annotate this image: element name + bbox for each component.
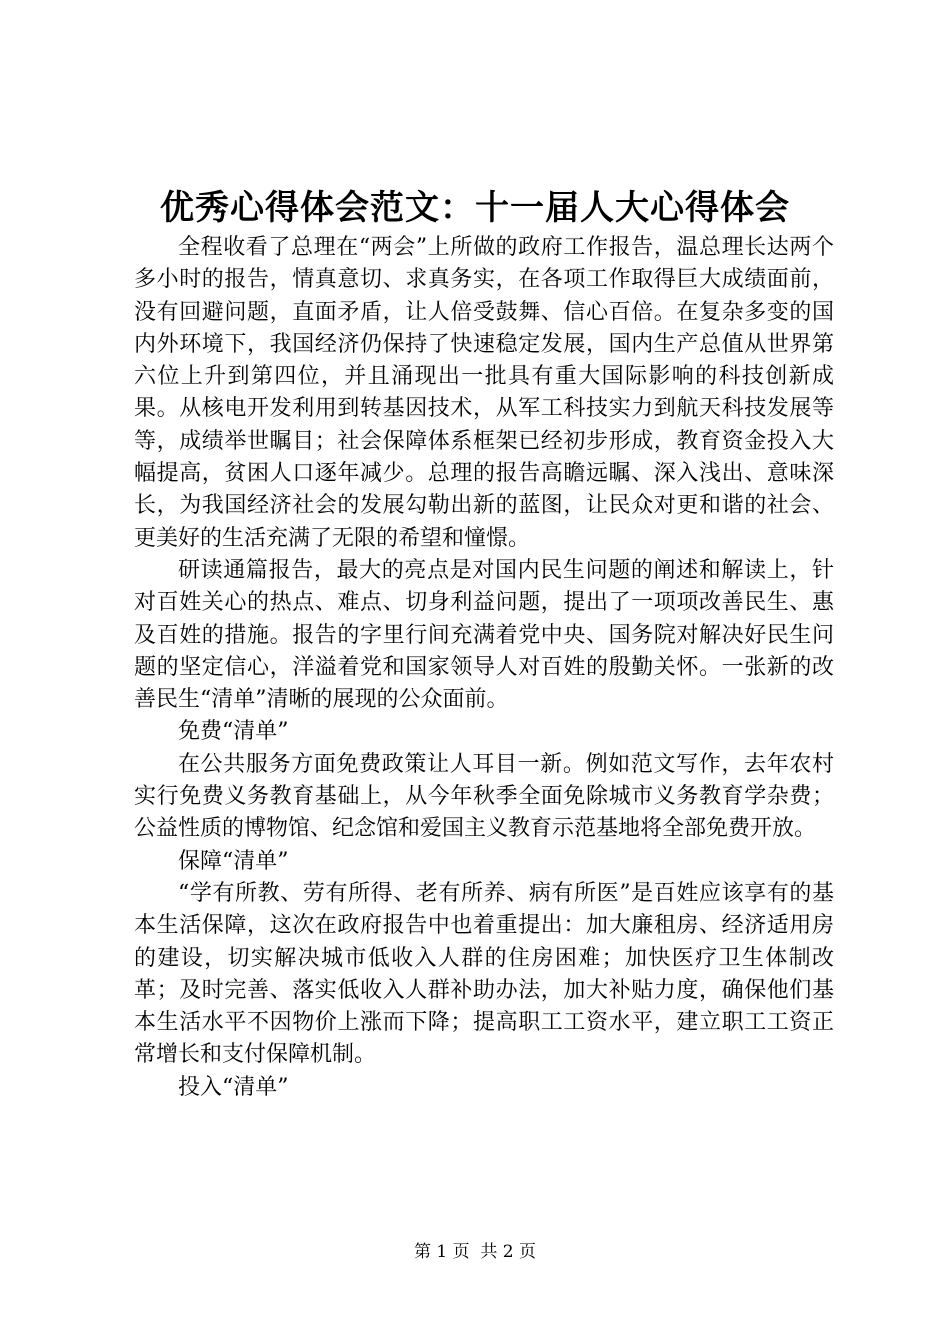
document-body xyxy=(134,232,834,1104)
page-number: 第 1 页 共 2 页 xyxy=(413,1242,537,1262)
section-heading: 免费“清单” xyxy=(178,719,289,745)
paragraph: “学有所教、劳有所得、老有所养、病有所医”是百姓应该享有的基本生活保障，这次在政府报告中也着重提出：加大廉租房、经济适用房的建设，切实解决城市低收入人群的住房困难；加快医疗卫生体制改革；及时完善、落实低收入人群补助办法，加大补贴力度，确保他们基本生活水平不因物价上涨而下降；提高职工工资水平，建立职工工资正常增长和支付保障机制。 xyxy=(134,880,834,1068)
section-heading: 保障“清单” xyxy=(178,848,289,874)
paragraph: 在公共服务方面免费政策让人耳目一新。例如范文写作，去年农村实行免费义务教育基础上，从今年秋季全面免除城市义务教育学杂费；公益性质的博物馆、纪念馆和爱国主义教育示范基地将全部免费开放。 xyxy=(134,751,834,842)
paragraph: 全程收看了总理在“两会”上所做的政府工作报告，温总理长达两个多小时的报告，情真意切、求真务实，在各项工作取得巨大成绩面前，没有回避问题，直面矛盾，让人倍受鼓舞、信心百倍。在复杂多变的国内外环境下，我国经济仍保持了快速稳定发展，国内生产总值从世界第六位上升到第四位，并且涌现出一批具有重大国际影响的科技创新成果。从核电开发利用到转基因技术，从军工科技实力到航天科技发展等等，成绩举世瞩目；社会保障体系框架已经初步形成，教育资金投入大幅提高，贫困人口逐年减少。总理的报告高瞻远瞩、深入浅出、意味深长，为我国经济社会的发展勾勒出新的蓝图，让民众对更和谐的社会、更美好的生活充满了无限的希望和憧憬。 xyxy=(134,235,834,551)
page-footer xyxy=(0,1240,950,1264)
paragraph: 研读通篇报告，最大的亮点是对国内民生问题的阐述和解读上，针对百姓关心的热点、难点、切身利益问题，提出了一项项改善民生、惠及百姓的措施。报告的字里行间充满着党中央、国务院对解决好民生问题的坚定信心，洋溢着党和国家领导人对百姓的殷勤关怀。一张新的改善民生“清单”清晰的展现的公众面前。 xyxy=(134,557,834,713)
section-heading: 投入“清单” xyxy=(178,1074,289,1100)
page-title: 优秀心得体会范文：十一届人大心得体会 xyxy=(160,188,790,228)
